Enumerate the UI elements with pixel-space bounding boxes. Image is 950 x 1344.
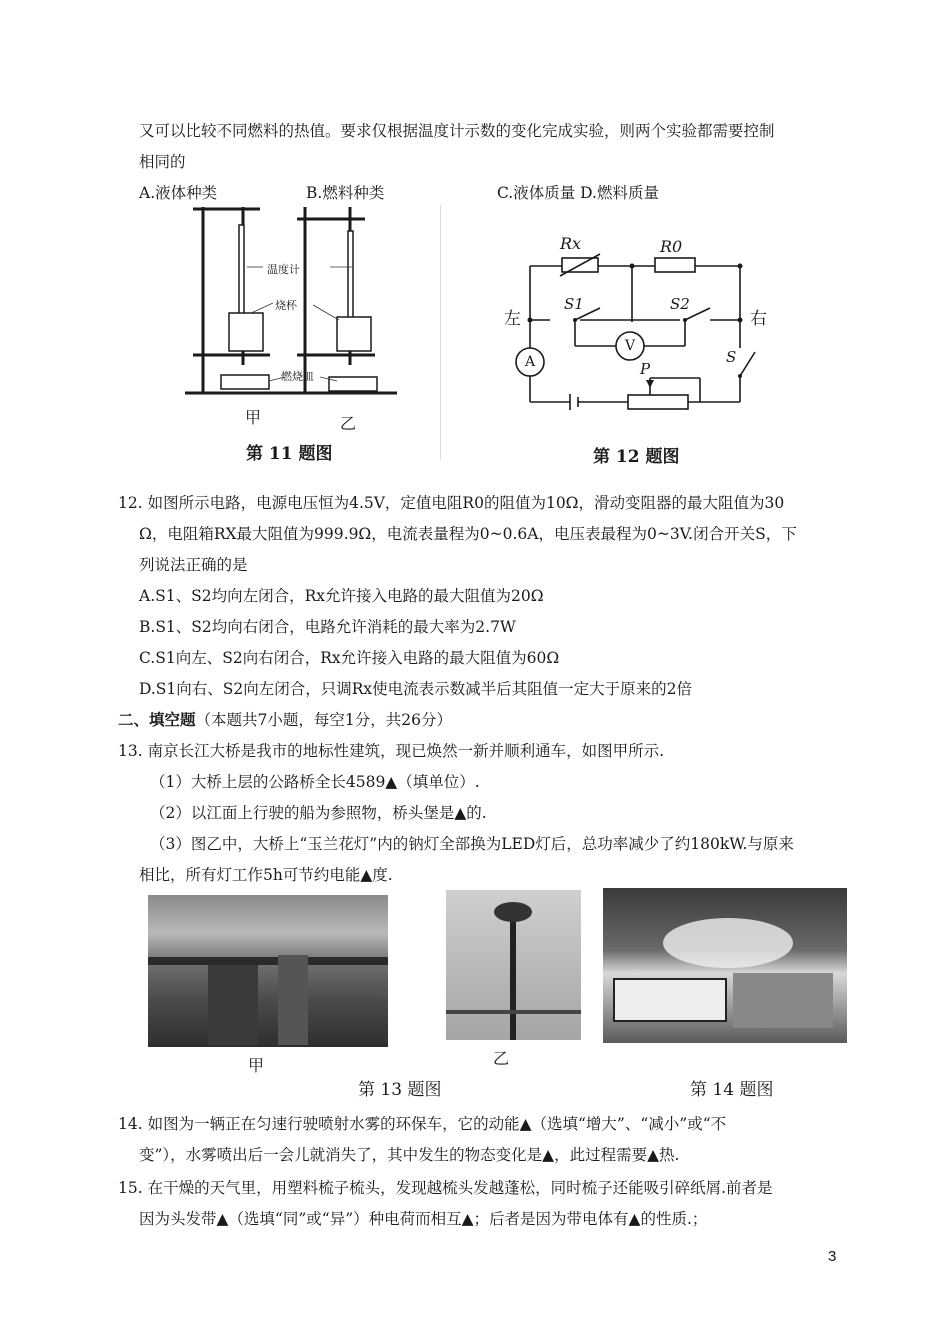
q13-sub3a: （3）图乙中，大桥上“玉兰花灯”内的钠灯全部换为LED灯后，总功率减少了约180kW.与原来 [150, 835, 794, 853]
q13-line1: 13. 南京长江大桥是我市的地标性建筑，现已焕然一新并顺利通车，如图甲所示. [118, 742, 665, 760]
figure-12 [500, 230, 790, 420]
q13-sub1: （1）大桥上层的公路桥全长4589▲（填单位）. [150, 773, 480, 791]
label-thermometer: 温度计 [267, 263, 300, 276]
voltmeter-label: V [625, 338, 636, 354]
label-rx: Rx [560, 234, 582, 253]
q15-line2: 因为头发带▲（选填“同”或“异”）种电荷而相互▲；后者是因为带电体有▲的性质.； [139, 1210, 708, 1228]
q13-sub3b: 相比，所有灯工作5h可节约电能▲度. [139, 866, 393, 884]
ammeter-label: A [525, 354, 536, 370]
label-s2: S2 [670, 295, 690, 313]
figure-14-caption: 第 14 题图 [690, 1080, 774, 1100]
photo-bridge [148, 895, 388, 1047]
label-r0: R0 [660, 237, 683, 256]
q11-option-a: A.液体种类 [139, 184, 218, 202]
page-number: 3 [828, 1248, 837, 1265]
photo-lamp [446, 890, 581, 1040]
section-title: 二、填空题 [118, 710, 196, 729]
q12-option-a: A.S1、S2均向左闭合，Rx允许接入电路的最大阻值为20Ω [139, 587, 544, 605]
label-beaker: 烧杯 [275, 299, 297, 312]
label-p: P [640, 360, 651, 378]
q11-option-cd: C.液体质量 D.燃料质量 [497, 184, 659, 202]
q14-line1: 14. 如图为一辆正在匀速行驶喷射水雾的环保车，它的动能▲（选填“增大”、“减小”或“不 [118, 1115, 727, 1133]
section-note: （本题共7小题，每空1分，共26分） [195, 711, 452, 729]
q12-line2: Ω，电阻箱RX最大阻值为999.9Ω，电流表量程为0~0.6A，电压表最程为0~3V.闭合开关S，下 [139, 525, 797, 543]
photo-label-yi: 乙 [493, 1049, 510, 1068]
q14-line2: 变”），水雾喷出后一会儿就消失了，其中发生的物态变化是▲，此过程需要▲热. [139, 1146, 680, 1164]
label-dish: 燃烧皿 [281, 370, 314, 383]
photo-spray-truck [603, 888, 847, 1043]
label-yi: 乙 [340, 414, 357, 433]
q13-sub2: （2）以江面上行驶的船为参照物，桥头堡是▲的. [150, 804, 487, 822]
q12-line3: 列说法正确的是 [139, 556, 248, 574]
label-s: S [726, 348, 737, 366]
label-right: 右 [750, 309, 767, 329]
q12-option-b: B.S1、S2均向右闭合，电路允许消耗的最大率为2.7W [139, 618, 516, 636]
figure-12-caption: 第 12 题图 [593, 447, 680, 467]
label-jia: 甲 [245, 408, 262, 427]
q11-option-b: B.燃料种类 [306, 184, 385, 202]
figure-13-caption: 第 13 题图 [358, 1080, 442, 1100]
q11-line2: 相同的 [139, 153, 186, 171]
section-heading [118, 709, 452, 731]
q12-option-c: C.S1向左、S2向右闭合，Rx允许接入电路的最大阻值为60Ω [139, 649, 560, 667]
q15-line1: 15. 在干燥的天气里，用塑料梳子梳头，发现越梳头发越蓬松，同时梳子还能吸引碎纸屑.前者是 [118, 1179, 773, 1197]
figure-11-caption: 第 11 题图 [246, 444, 333, 464]
label-left: 左 [504, 309, 521, 329]
figure-11 [185, 205, 415, 465]
figure-12-circuit [500, 230, 790, 420]
q11-line1: 又可以比较不同燃料的热值。要求仅根据温度计示数的变化完成实验，则两个实验都需要控制 [139, 122, 775, 140]
label-s1: S1 [564, 295, 584, 313]
figure-divider [440, 205, 441, 460]
photo-label-jia: 甲 [248, 1056, 265, 1075]
q12-line1: 12. 如图所示电路，电源电压恒为4.5V，定值电阻R0的阻值为10Ω，滑动变阻器的最大阻值为30 [118, 494, 785, 512]
q12-option-d: D.S1向右、S2向左闭合，只调Rx使电流表示数减半后其阻值一定大于原来的2倍 [139, 680, 693, 698]
figure-11-drawing [185, 205, 415, 465]
